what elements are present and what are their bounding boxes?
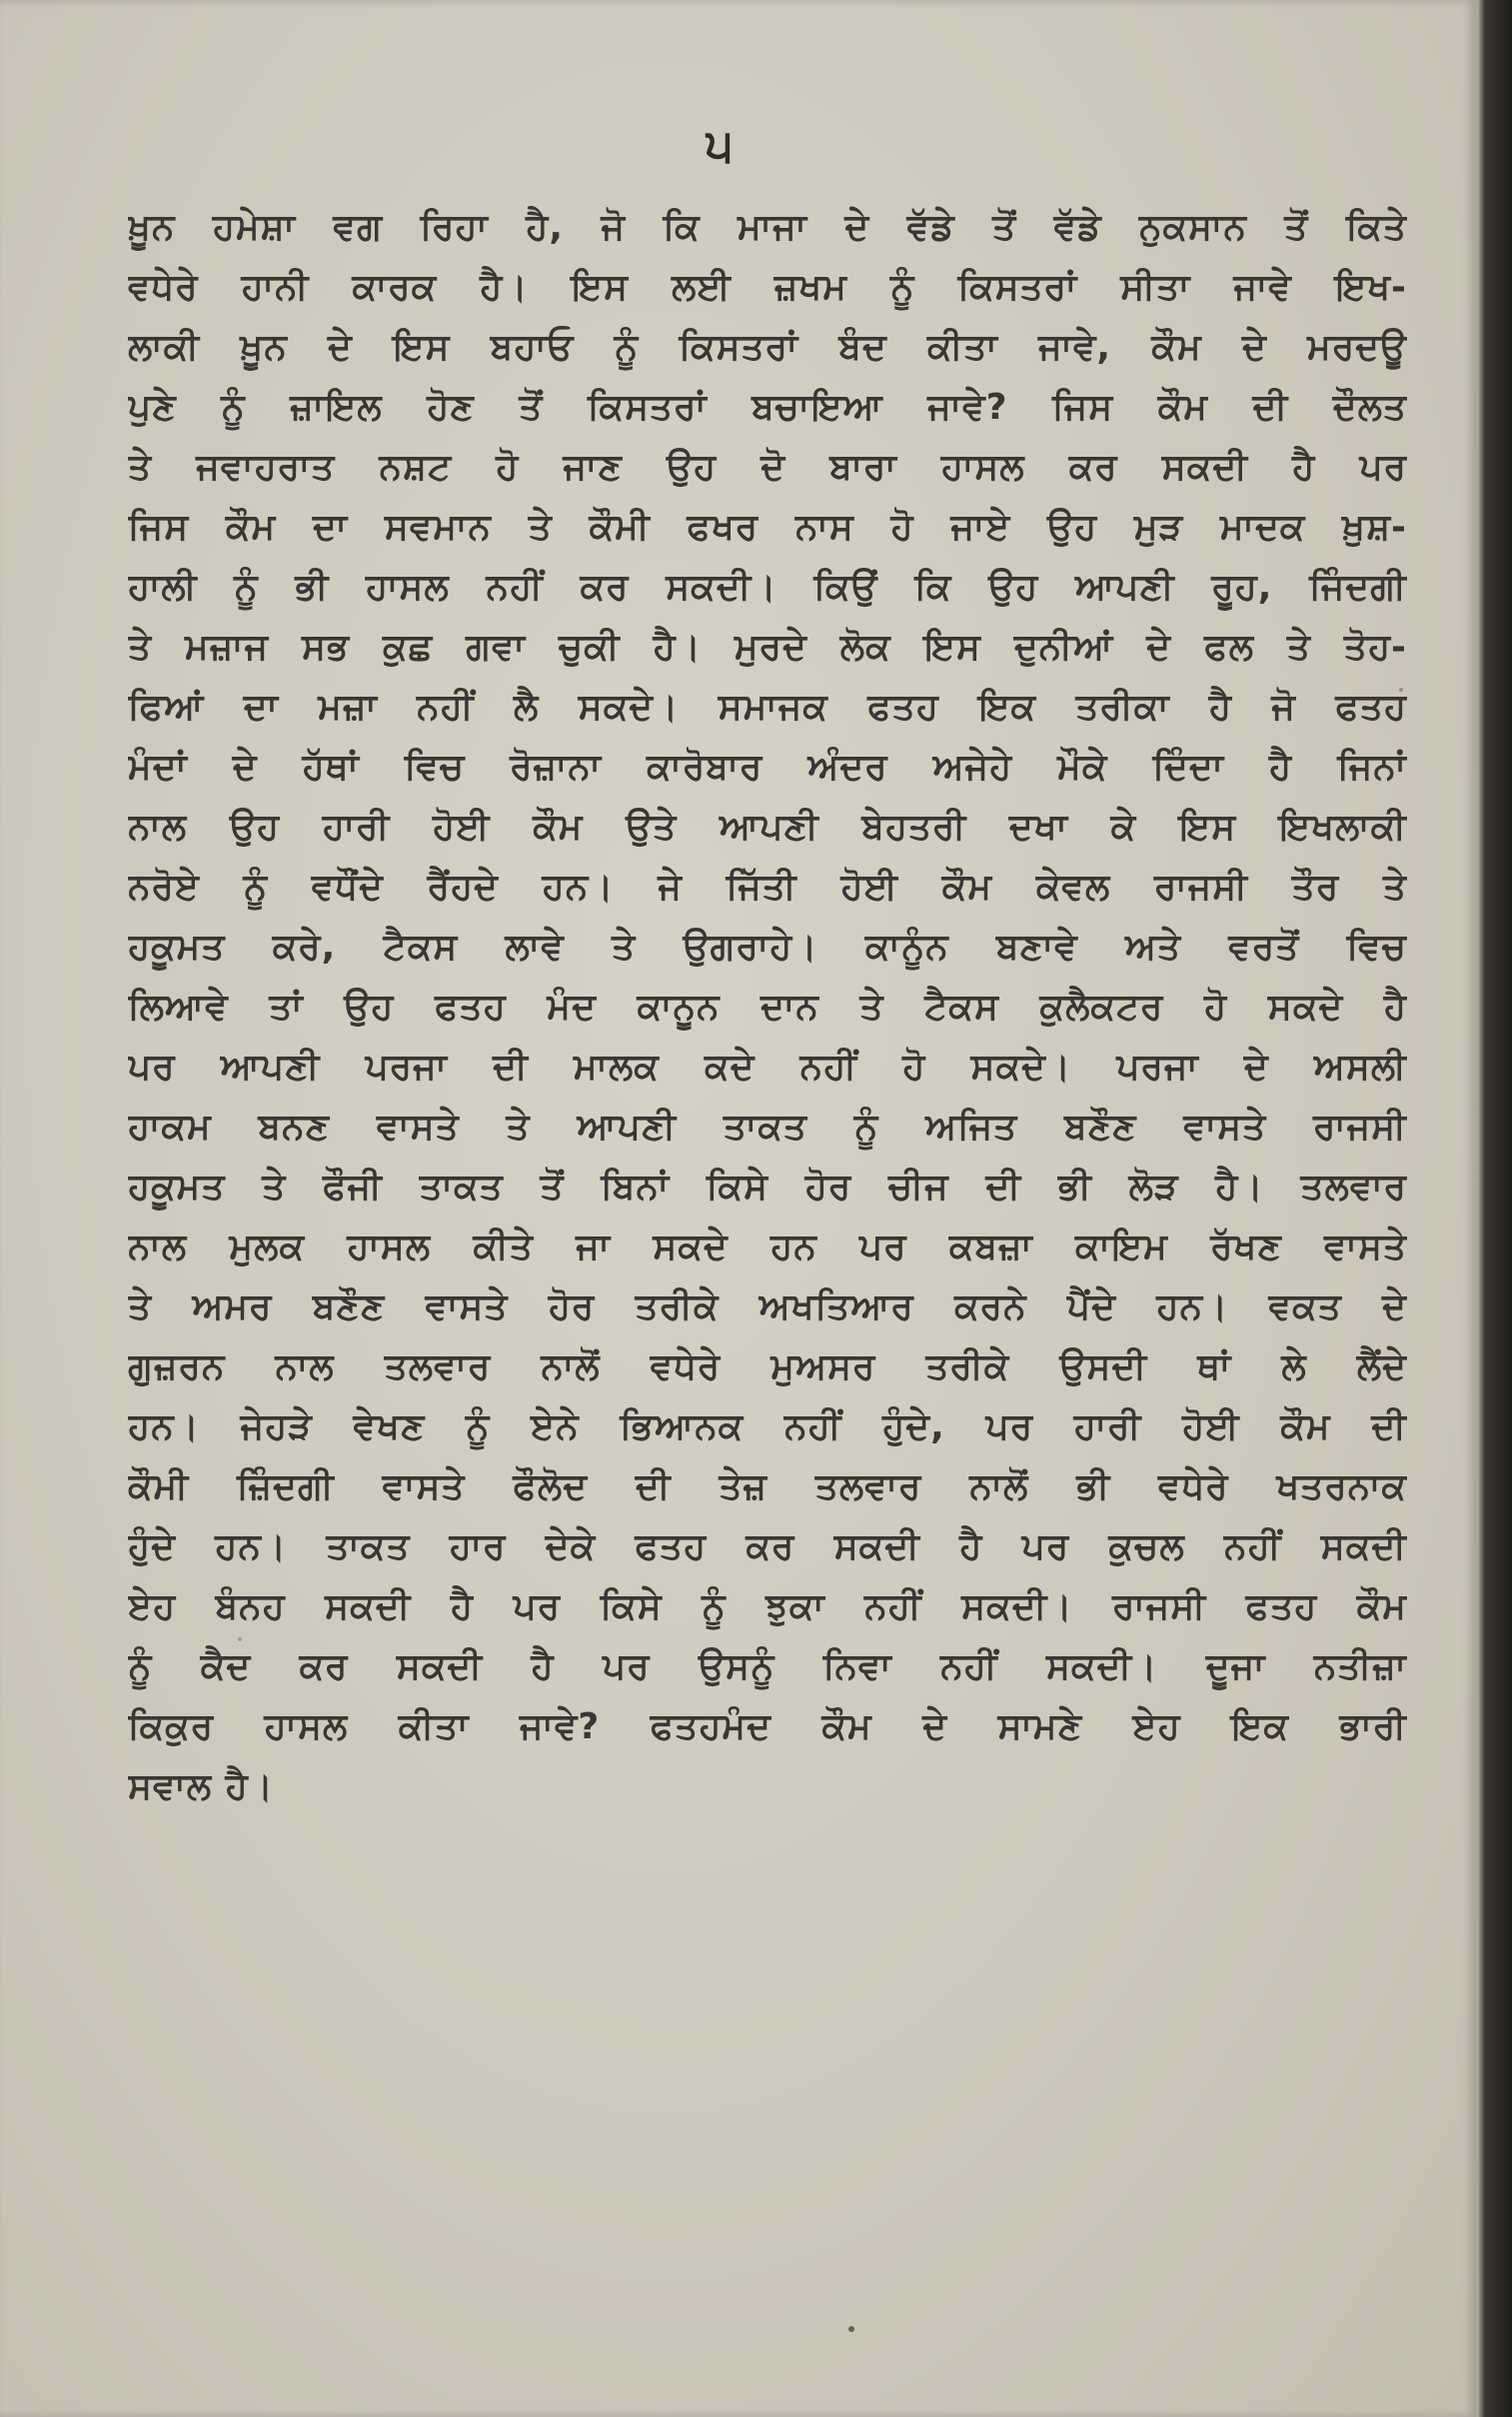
text-line: ਨੂੰ ਕੈਦ ਕਰ ਸਕਦੀ ਹੈ ਪਰ ਉਸਨੂੰ ਨਿਵਾ ਨਹੀਂ ਸਕਦੀ। ਦੂਜਾ ਨਤੀਜ਼ਾ: [128, 1646, 1407, 1687]
text-line: ਲਾਕੀ ਖ਼ੂਨ ਦੇ ਇਸ ਬਹਾਓ ਨੂੰ ਕਿਸਤਰਾਂ ਬੰਦ ਕੀਤਾ ਜਾਵੇ, ਕੌਮ ਦੇ ਮਰਦਊ: [128, 327, 1407, 368]
text-line: ਕਿਕੁਰ ਹਾਸਲ ਕੀਤਾ ਜਾਵੇ? ਫਤਹਮੰਦ ਕੌਮ ਦੇ ਸਾਮਣੇ ਏਹ ਇਕ ਭਾਰੀ: [128, 1706, 1407, 1747]
text-line: ਹਾਲੀ ਨੂੰ ਭੀ ਹਾਸਲ ਨਹੀਂ ਕਰ ਸਕਦੀ। ਕਿਉਂ ਕਿ ਉਹ ਆਪਣੀ ਰੂਹ, ਜਿੰਦਗੀ: [128, 567, 1407, 608]
text-line: ਮੰਦਾਂ ਦੇ ਹੱਥਾਂ ਵਿਚ ਰੋਜ਼ਾਨਾ ਕਾਰੋਬਾਰ ਅੰਦਰ ਅਜੇਹੇ ਮੌਕੇ ਦਿੰਦਾ ਹੈ ਜਿਨਾਂ: [128, 747, 1407, 788]
text-line: ਪੁਣੇ ਨੂੰ ਜ਼ਾਇਲ ਹੋਣ ਤੋਂ ਕਿਸਤਰਾਂ ਬਚਾਇਆ ਜਾਵੇ? ਜਿਸ ਕੌਮ ਦੀ ਦੌਲਤ: [128, 387, 1407, 428]
text-line: ਤੇ ਮਜ਼ਾਜ ਸਭ ਕੁਛ ਗਵਾ ਚੁਕੀ ਹੈ। ਮੁਰਦੇ ਲੋਕ ਇਸ ਦੁਨੀਆਂ ਦੇ ਫਲ ਤੇ ਤੋਹ-: [128, 627, 1407, 668]
text-line: ਜਿਸ ਕੌਮ ਦਾ ਸਵਮਾਨ ਤੇ ਕੌਮੀ ਫਖਰ ਨਾਸ ਹੋ ਜਾਏ ਉਹ ਮੁੜ ਮਾਦਕ ਖ਼ੁਸ਼-: [128, 507, 1407, 548]
text-line: ਵਧੇਰੇ ਹਾਨੀ ਕਾਰਕ ਹੈ। ਇਸ ਲਈ ਜ਼ਖਮ ਨੂੰ ਕਿਸਤਰਾਂ ਸੀਤਾ ਜਾਵੇ ਇਖ-: [128, 267, 1407, 308]
page-number: ੫: [706, 118, 734, 172]
text-line: ਤੇ ਜਵਾਹਰਾਤ ਨਸ਼ਟ ਹੋ ਜਾਣ ਉਹ ਦੋ ਬਾਰਾ ਹਾਸਲ ਕਰ ਸਕਦੀ ਹੈ ਪਰ: [128, 447, 1407, 488]
text-line: ਹਕੂਮਤ ਤੇ ਫੌਜੀ ਤਾਕਤ ਤੋਂ ਬਿਨਾਂ ਕਿਸੇ ਹੋਰ ਚੀਜ ਦੀ ਭੀ ਲੋੜ ਹੈ। ਤਲਵਾਰ: [128, 1167, 1407, 1208]
text-line: ਹਕੂਮਤ ਕਰੇ, ਟੈਕਸ ਲਾਵੇ ਤੇ ਉਗਰਾਹੇ। ਕਾਨੂੰਨ ਬਣਾਵੇ ਅਤੇ ਵਰਤੋਂ ਵਿਚ: [128, 927, 1407, 968]
text-line: ਹਾਕਮ ਬਨਣ ਵਾਸਤੇ ਤੇ ਆਪਣੀ ਤਾਕਤ ਨੂੰ ਅਜਿਤ ਬਣੌਣ ਵਾਸਤੇ ਰਾਜਸੀ: [128, 1107, 1407, 1148]
text-line: ਨਾਲ ਮੁਲਕ ਹਾਸਲ ਕੀਤੇ ਜਾ ਸਕਦੇ ਹਨ ਪਰ ਕਬਜ਼ਾ ਕਾਇਮ ਰੱਖਣ ਵਾਸਤੇ: [128, 1226, 1407, 1267]
text-line: ਖ਼ੂਨ ਹਮੇਸ਼ਾ ਵਗ ਰਿਹਾ ਹੈ, ਜੋ ਕਿ ਮਾਜਾ ਦੇ ਵੱਡੇ ਤੋਂ ਵੱਡੇ ਨੁਕਸਾਨ ਤੋਂ ਕਿਤੇ: [128, 207, 1407, 248]
text-line: ਹੁੰਦੇ ਹਨ। ਤਾਕਤ ਹਾਰ ਦੇਕੇ ਫਤਹ ਕਰ ਸਕਦੀ ਹੈ ਪਰ ਕੁਚਲ ਨਹੀਂ ਸਕਦੀ: [128, 1526, 1407, 1567]
text-line: ਸਵਾਲ ਹੈ।: [128, 1766, 275, 1807]
text-line: ਨਰੋਏ ਨੂੰ ਵਧੌਂਦੇ ਰੈਂਹਦੇ ਹਨ। ਜੇ ਜਿੱਤੀ ਹੋਈ ਕੌਮ ਕੇਵਲ ਰਾਜਸੀ ਤੌਰ ਤੇ: [128, 867, 1407, 908]
text-line: ਨਾਲ ਉਹ ਹਾਰੀ ਹੋਈ ਕੌਮ ਉਤੇ ਆਪਣੀ ਬੇਹਤਰੀ ਦਖਾ ਕੇ ਇਸ ਇਖਲਾਕੀ: [128, 807, 1407, 848]
text-line: ਏਹ ਬੰਨਹ ਸਕਦੀ ਹੈ ਪਰ ਕਿਸੇ ਨੂੰ ਝੁਕਾ ਨਹੀਂ ਸਕਦੀ। ਰਾਜਸੀ ਫਤਹ ਕੌਮ: [128, 1586, 1407, 1627]
text-line: ਤੇ ਅਮਰ ਬਣੌਣ ਵਾਸਤੇ ਹੋਰ ਤਰੀਕੇ ਅਖਤਿਆਰ ਕਰਨੇ ਪੈਂਦੇ ਹਨ। ਵਕਤ ਦੇ: [128, 1286, 1407, 1327]
text-line: ਹਨ। ਜੇਹੜੇ ਵੇਖਣ ਨੂੰ ਏਨੇ ਭਿਆਨਕ ਨਹੀਂ ਹੁੰਦੇ, ਪਰ ਹਾਰੀ ਹੋਈ ਕੌਮ ਦੀ: [128, 1406, 1407, 1447]
text-line: ਗੁਜ਼ਰਨ ਨਾਲ ਤਲਵਾਰ ਨਾਲੋਂ ਵਧੇਰੇ ਮੁਅਸਰ ਤਰੀਕੇ ਉਸਦੀ ਥਾਂ ਲੇ ਲੈਂਦੇ: [128, 1346, 1407, 1387]
text-line: ਪਰ ਆਪਣੀ ਪਰਜਾ ਦੀ ਮਾਲਕ ਕਦੇ ਨਹੀਂ ਹੋ ਸਕਦੇ। ਪਰਜਾ ਦੇ ਅਸਲੀ: [128, 1047, 1407, 1088]
text-line: ਲਿਆਵੇ ਤਾਂ ਉਹ ਫਤਹ ਮੰਦ ਕਾਨੂਨ ਦਾਨ ਤੇ ਟੈਕਸ ਕੁਲੈਕਟਰ ਹੋ ਸਕਦੇ ਹੈ: [128, 987, 1407, 1028]
body-text: [128, 198, 1407, 1817]
text-line: ਫਿਆਂ ਦਾ ਮਜ਼ਾ ਨਹੀਂ ਲੈ ਸਕਦੇ। ਸਮਾਜਕ ਫਤਹ ਇਕ ਤਰੀਕਾ ਹੈ ਜੋ ਫਤਹ: [128, 687, 1407, 728]
text-line: ਕੌਮੀ ਜ਼ਿੰਦਗੀ ਵਾਸਤੇ ਫੌਲੋਦ ਦੀ ਤੇਜ਼ ਤਲਵਾਰ ਨਾਲੋਂ ਭੀ ਵਧੇਰੇ ਖਤਰਨਾਕ: [128, 1466, 1407, 1507]
